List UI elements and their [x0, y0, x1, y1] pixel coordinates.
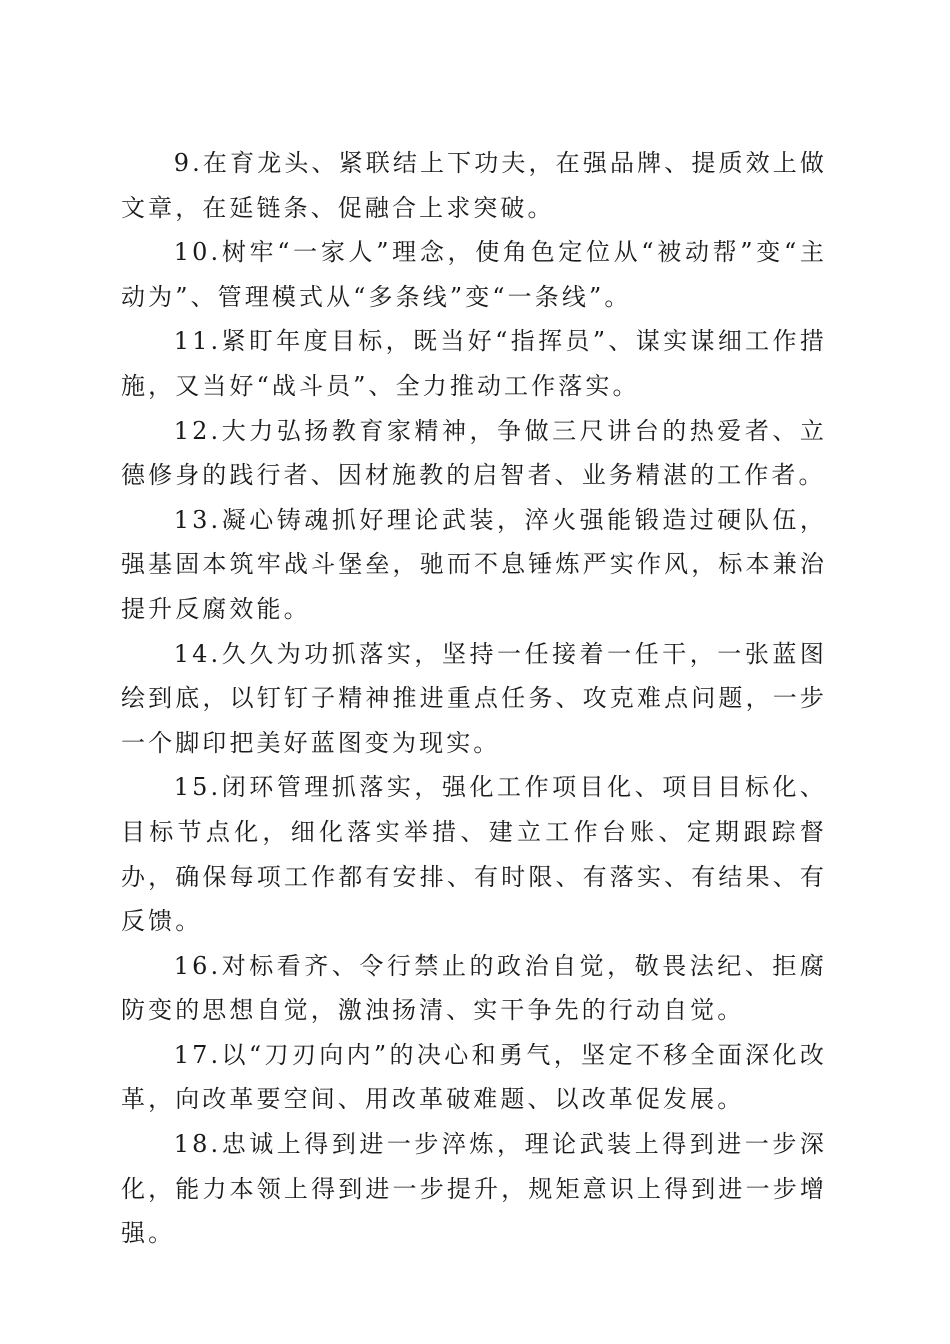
- paragraph-9: 9.在育龙头、紧联结上下功夫，在强品牌、提质效上做文章，在延链条、促融合上求突破。: [121, 149, 827, 222]
- paragraph-16: 16.对标看齐、令行禁止的政治自觉，敬畏法纪、拒腐防变的思想自觉，激浊扬清、实干争先的行动自觉。: [121, 951, 827, 1025]
- paragraph-14: 14.久久为功抓落实，坚持一任接着一任干，一张蓝图绘到底，以钉钉子精神推进重点任务、攻克难点问题，一步一个脚印把美好蓝图变为现实。: [121, 639, 827, 757]
- paragraph-10: 10.树牢“一家人”理念，使角色定位从“被动帮”变“主动为”、管理模式从“多条线”变“一条线”。: [121, 238, 827, 311]
- paragraph-12: 12.大力弘扬教育家精神，争做三尺讲台的热爱者、立德修身的践行者、因材施教的启智者、业务精湛的工作者。: [121, 416, 827, 490]
- paragraph-11: 11.紧盯年度目标，既当好“指挥员”、谋实谋细工作措施，又当好“战斗员”、全力推动工作落实。: [121, 327, 827, 400]
- paragraph-15: 15.闭环管理抓落实，强化工作项目化、项目目标化、目标节点化，细化落实举措、建立工作台账、定期跟踪督办，确保每项工作都有安排、有时限、有落实、有结果、有反馈。: [121, 773, 827, 936]
- paragraph-18: 18.忠诚上得到进一步淬炼，理论武装上得到进一步深化，能力本领上得到进一步提升，规矩意识上得到进一步增强。: [121, 1130, 827, 1248]
- document-body: [121, 141, 827, 1256]
- paragraph-13: 13.凝心铸魂抓好理论武装，淬火强能锻造过硬队伍，强基固本筑牢战斗堡垒，驰而不息锤炼严实作风，标本兼治提升反腐效能。: [121, 505, 827, 623]
- paragraph-17: 17.以“刀刃向内”的决心和勇气，坚定不移全面深化改革，向改革要空间、用改革破难题、以改革促发展。: [121, 1040, 827, 1114]
